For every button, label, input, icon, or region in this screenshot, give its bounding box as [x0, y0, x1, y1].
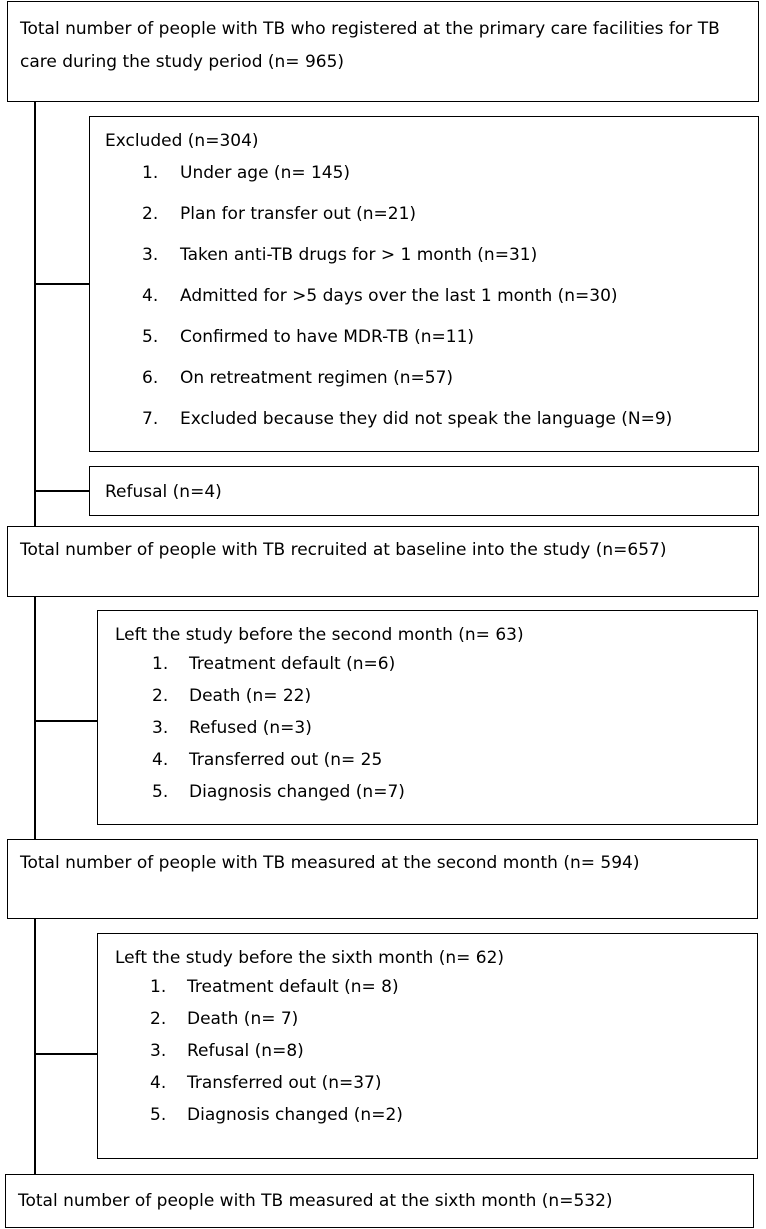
left-second-list — [152, 654, 712, 814]
connector-branch-excluded — [34, 283, 90, 285]
list-item: 1. Treatment default (n=6) — [152, 654, 396, 674]
box-registered — [7, 1, 759, 102]
box-refusal — [89, 466, 759, 516]
list-item: 5. Confirmed to have MDR-TB (n=11) — [142, 327, 475, 347]
connector-spine-2 — [34, 596, 36, 839]
left-sixth-list — [150, 977, 710, 1137]
list-item: 7. Excluded because they did not speak the language (N=9) — [142, 409, 673, 429]
second-month-text: Total number of people with TB measured at the second month (n= 594) — [20, 853, 640, 873]
left-sixth-title: Left the study before the sixth month (n= 62) — [115, 948, 505, 968]
connector-spine-3 — [34, 918, 36, 1205]
box-second-month — [7, 839, 758, 919]
list-item: 2. Death (n= 22) — [152, 686, 312, 706]
baseline-text: Total number of people with TB recruited at baseline into the study (n=657) — [20, 540, 667, 560]
list-item: 3. Refused (n=3) — [152, 718, 312, 738]
list-item: 3. Taken anti-TB drugs for > 1 month (n=31) — [142, 245, 538, 265]
list-item: 4. Transferred out (n=37) — [150, 1073, 382, 1093]
left-second-title: Left the study before the second month (n= 63) — [115, 625, 524, 645]
list-item: 4. Transferred out (n= 25 — [152, 750, 383, 770]
list-item: 1. Under age (n= 145) — [142, 163, 351, 183]
excluded-list — [142, 163, 742, 450]
list-item: 4. Admitted for >5 days over the last 1 month (n=30) — [142, 286, 618, 306]
list-item: 2. Plan for transfer out (n=21) — [142, 204, 417, 224]
list-item: 5. Diagnosis changed (n=7) — [152, 782, 405, 802]
connector-branch-left-second — [34, 720, 98, 722]
list-item: 2. Death (n= 7) — [150, 1009, 299, 1029]
box-left-sixth — [97, 933, 758, 1159]
connector-branch-refusal — [34, 490, 90, 492]
connector-branch-left-sixth — [34, 1053, 98, 1055]
connector-spine-1 — [34, 101, 36, 526]
box-excluded — [89, 116, 759, 452]
list-item: 5. Diagnosis changed (n=2) — [150, 1105, 403, 1125]
box-sixth-month — [5, 1174, 754, 1228]
registered-text: Total number of people with TB who registered at the primary care facilities for TB care during the study period (n= 965) — [20, 19, 720, 72]
box-left-second — [97, 610, 758, 825]
list-item: 6. On retreatment regimen (n=57) — [142, 368, 454, 388]
box-baseline — [7, 526, 759, 597]
excluded-title: Excluded (n=304) — [105, 131, 259, 151]
sixth-month-text: Total number of people with TB measured at the sixth month (n=532) — [18, 1191, 613, 1211]
list-item: 1. Treatment default (n= 8) — [150, 977, 399, 997]
refusal-text: Refusal (n=4) — [105, 482, 222, 502]
list-item: 3. Refusal (n=8) — [150, 1041, 304, 1061]
